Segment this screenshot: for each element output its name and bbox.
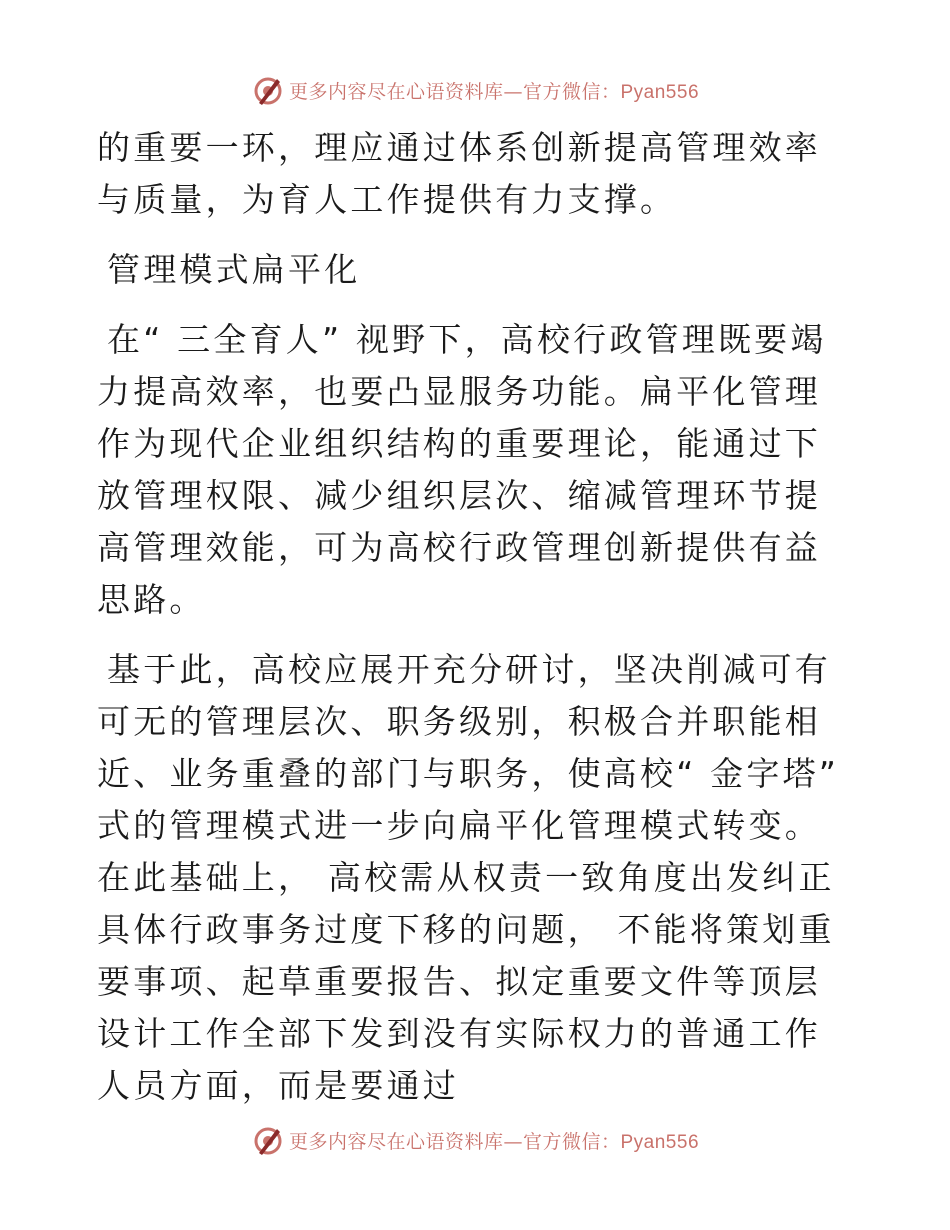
header-watermark-banner bbox=[0, 70, 950, 110]
footer-watermark-banner bbox=[0, 1120, 950, 1160]
watermark-text: 更多内容尽在心语资料库—官方微信：Pyan556 bbox=[288, 80, 700, 103]
paragraph-1: 的重要一环，理应通过体系创新提高管理效率与质量，为育人工作提供有力支撑。 bbox=[97, 128, 821, 219]
paragraph-3: 基于此，高校应展开充分研讨，坚决削减可有可无的管理层次、职务级别，积极合并职能相近、业务重叠的部门与职务，使高校“ 金字塔” 式的管理模式进一步向扁平化管理模式转变。在此基础上， 高校需从权责一致角度出发纠正具体行政事务过度下移的问题， 不能将策划重要事项、起草重要报告、拟定重要文件等顶层设计工作全部下发到没有实际权力的普通工作人员方面，而是要通过 bbox=[97, 650, 840, 1105]
wechat-id: Pyan556 bbox=[620, 1131, 700, 1153]
watermark-text: 更多内容尽在心语资料库—官方微信：Pyan556 bbox=[288, 1130, 700, 1153]
wechat-id: Pyan556 bbox=[620, 81, 700, 103]
quill-circle-logo-icon bbox=[251, 73, 285, 107]
document-body bbox=[97, 122, 857, 1130]
quill-circle-logo-icon bbox=[251, 1123, 285, 1157]
paragraph-2: 在“ 三全育人” 视野下，高校行政管理既要竭力提高效率，也要凸显服务功能。扁平化管理作为现代企业组织结构的重要理论，能通过下放管理权限、减少组织层次、缩减管理环节提高管理效能，可为高校行政管理创新提供有益思路。 bbox=[97, 320, 827, 619]
section-heading: 管理模式扁平化 bbox=[107, 250, 361, 289]
